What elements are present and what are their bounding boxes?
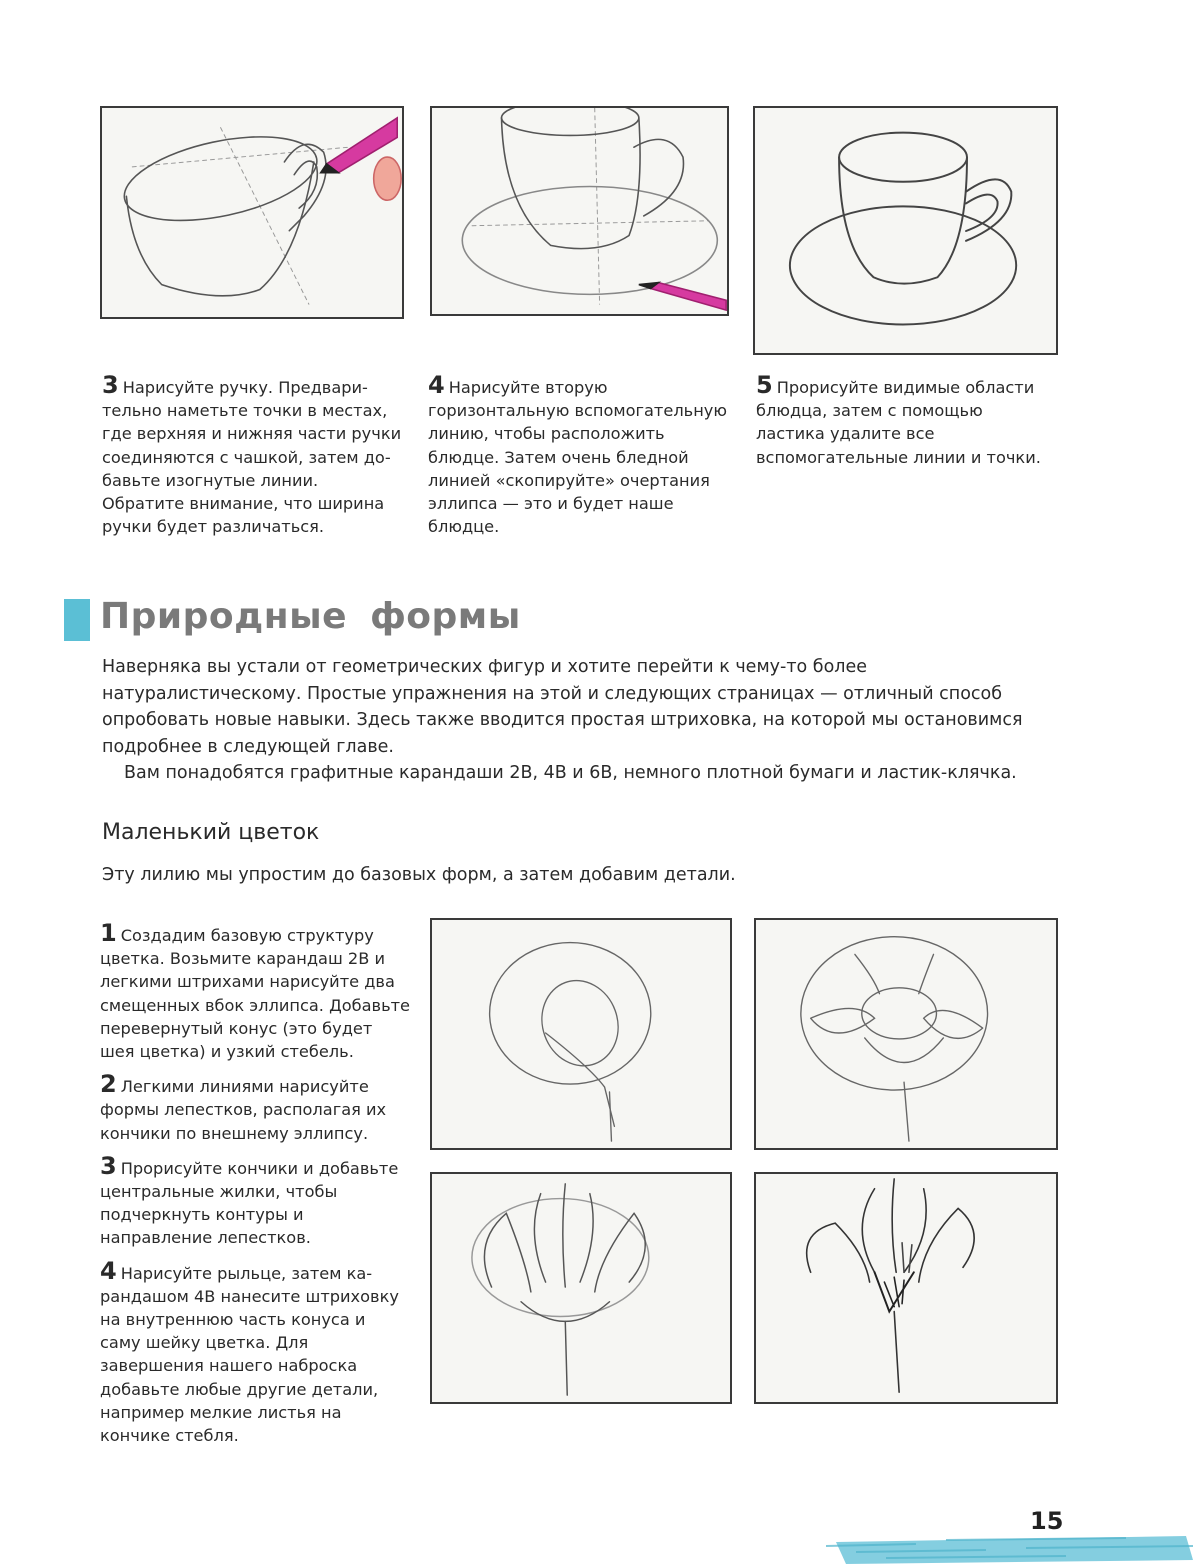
step-number: 2 [100, 1070, 117, 1099]
flower-sketch-step3-image [430, 1172, 732, 1404]
subsection-intro: Эту лилию мы упростим до базовых форм, а затем добавим детали. [102, 865, 736, 885]
step-number: 1 [100, 919, 117, 947]
pencil-icon [639, 283, 726, 310]
section-intro [102, 654, 1062, 787]
flower-step-1 [100, 919, 411, 1063]
flower-step-4 [100, 1256, 410, 1448]
step-text: Прорисуйте видимые области блюдца, затем с помощью ластика удалите все вспомогательные линии и точки. [756, 378, 1041, 467]
step-number: 5 [756, 371, 773, 399]
flower-sketch-step1-image [430, 918, 732, 1150]
page-number: 15 [1030, 1507, 1064, 1535]
cup-step4-caption [428, 371, 730, 538]
flower-steps [100, 919, 411, 1457]
cup-step3-caption [102, 371, 402, 538]
step-number: 4 [428, 371, 445, 399]
step-text: Нарисуйте вторую горизонтальную вспомогательную линию, чтобы расположить блюдце. Затем очень бледной линией «скопируйте» очертания эллипса — это и будет наше блюдце. [428, 378, 728, 537]
pencil-icon [321, 118, 401, 200]
cup-step5-caption [756, 371, 1056, 469]
flower-step-2 [100, 1070, 410, 1145]
intro-paragraph: Вам понадобятся графитные карандаши 2В, 4В и 6В, немного плотной бумаги и ластик-клячка. [124, 763, 1017, 783]
flower-step-3 [100, 1151, 410, 1250]
step-text: Легкими линиями нарисуйте формы лепестков, располагая их кончики по внешнему эллипсу. [100, 1077, 387, 1143]
step-text: Нарисуйте рыльце, затем ка-рандашом 4В нанесите штриховку на внутреннюю часть конуса и саму шейку цветка. Для завершения нашего наброска добавьте любые другие детали, например мелкие листья на кончике стебля. [100, 1263, 399, 1446]
section-accent-bar [64, 599, 90, 641]
step-number: 4 [100, 1256, 117, 1285]
section-title: Природные формы [100, 596, 521, 637]
flower-sketch-step2-image [754, 918, 1058, 1150]
cup-sketch-step4-image [430, 106, 729, 316]
intro-paragraph: Наверняка вы устали от геометрических фигур и хотите перейти к чему-то более натуралистическому. Простые упражнения на этой и следующих страницах — отличный способ опробовать новые навыки. Здесь также вводится простая штриховка, на которой мы остановимся подробнее в следующей главе. [102, 657, 1023, 757]
step-text: Создадим базовую структуру цветка. Возьмите карандаш 2В и легкими штрихами нарисуйте два смещенных вбок эллипса. Добавьте перевернутый конус (это будет шея цветка) и узкий стебель. [100, 926, 411, 1062]
step-text: Нарисуйте ручку. Предвари-тельно наметьте точки в местах, где верхняя и нижняя части ручки соединяются с чашкой, затем до-бавьте изогнутые линии. Обратите внимание, что ширина ручки будет различаться. [102, 378, 402, 537]
step-number: 3 [102, 371, 119, 399]
step-number: 3 [100, 1151, 117, 1180]
decorative-brush-stroke [826, 1522, 1193, 1565]
cup-sketch-step3-image [100, 106, 404, 319]
step-text: Прорисуйте кончики и добавьте центральные жилки, чтобы подчеркнуть контуры и направление лепестков. [100, 1158, 399, 1248]
subsection-title: Маленький цветок [102, 820, 320, 845]
flower-sketch-step4-image [754, 1172, 1058, 1404]
cup-sketch-step5-image [753, 106, 1058, 355]
